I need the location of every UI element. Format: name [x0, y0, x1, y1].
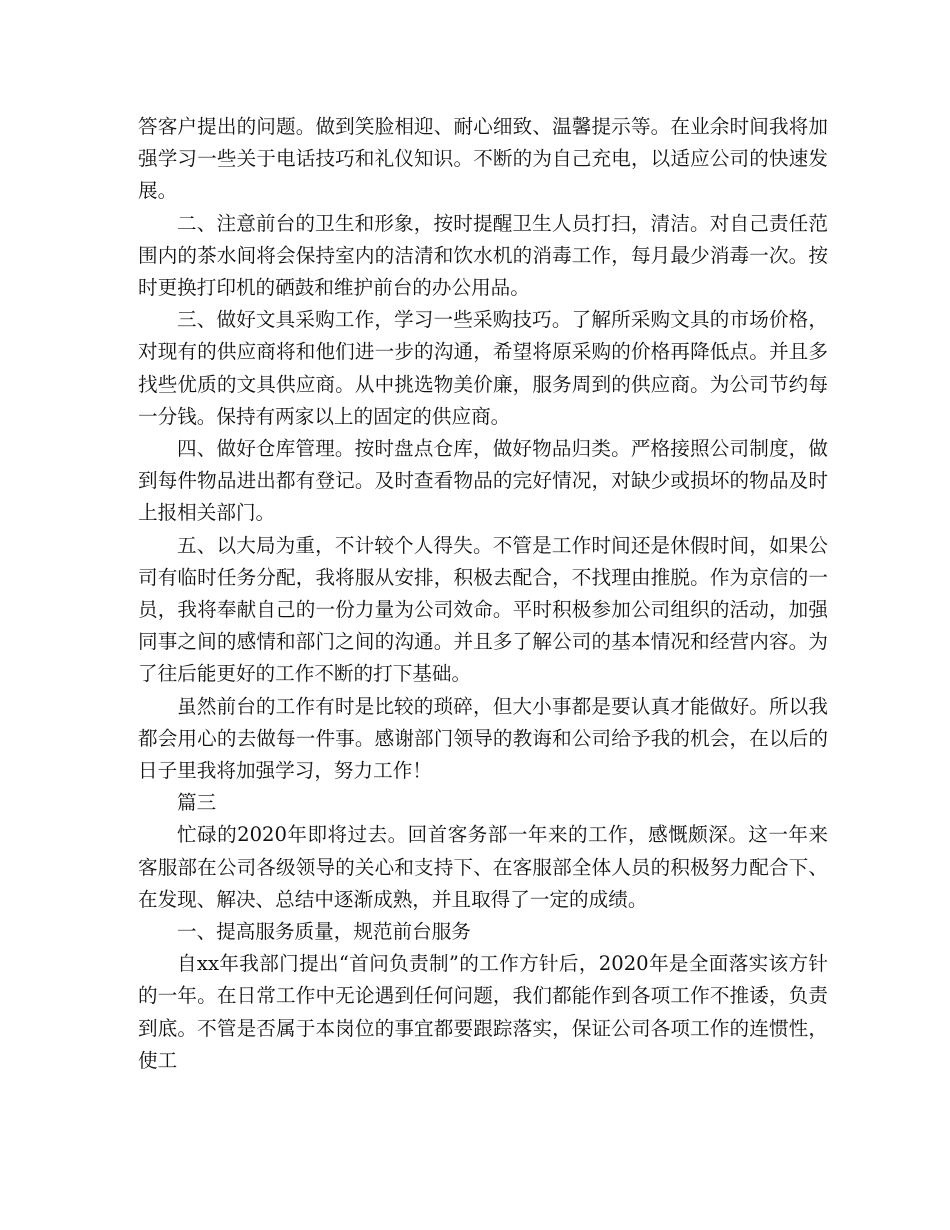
paragraph-1: 答客户提出的问题。做到笑脸相迎、耐心细致、温馨提示等。在业余时间我将加强学习一些关于电话技巧和礼仪知识。不断的为自己充电，以适应公司的快速发展。 — [138, 115, 828, 203]
paragraph-8: 自xx年我部门提出“首问负责制”的工作方针后，2020年是全面落实该方针的一年。在日常工作中无论遇到任何问题，我们都能作到各项工作不推诿，负责到底。不管是否属于本岗位的事宜都要跟踪落实，保证公司各项工作的连惯性，使工 — [138, 952, 828, 1072]
paragraph-4: 四、做好仓库管理。按时盘点仓库，做好物品归类。严格接照公司制度，做到每件物品进出都有登记。及时查看物品的完好情况，对缺少或损坏的物品及时上报相关部门。 — [138, 437, 828, 525]
paragraph-7: 忙碌的2020年即将过去。回首客务部一年来的工作，感慨颇深。这一年来客服部在公司各级领导的关心和支持下、在客服部全体人员的积极努力配合下、在发现、解决、总结中逐渐成熟，并且取得了一定的成绩。 — [138, 823, 828, 911]
paragraph-6: 虽然前台的工作有时是比较的琐碎，但大小事都是要认真才能做好。所以我都会用心的去做每一件事。感谢部门领导的教诲和公司给予我的机会，在以后的日子里我将加强学习，努力工作！ — [138, 694, 828, 783]
section-heading: 篇三 — [177, 791, 217, 815]
document-body — [138, 111, 828, 1077]
paragraph-5: 五、以大局为重，不计较个人得失。不管是工作时间还是休假时间，如果公司有临时任务分配，我将服从安排，积极去配合，不找理由推脱。作为京信的一员，我将奉献自己的一份力量为公司效命。平时积极参加公司组织的活动，加强同事之间的感情和部门之间的沟通。并且多了解公司的基本情况和经营内容。为了往后能更好的工作不断的打下基础。 — [138, 533, 828, 686]
subsection-heading: 一、提高服务质量，规范前台服务 — [177, 920, 471, 944]
paragraph-3: 三、做好文具采购工作，学习一些采购技巧。了解所采购文具的市场价格，对现有的供应商将和他们进一步的沟通，希望将原采购的价格再降低点。并且多找些优质的文具供应商。从中挑选物美价廉，服务周到的供应商。为公司节约每一分钱。保持有两家以上的固定的供应商。 — [138, 308, 828, 428]
paragraph-2: 二、注意前台的卫生和形象，按时提醒卫生人员打扫，清洁。对自己责任范围内的茶水间将会保持室内的洁清和饮水机的消毒工作，每月最少消毒一次。按时更换打印机的硒鼓和维护前台的办公用品。 — [138, 211, 828, 300]
